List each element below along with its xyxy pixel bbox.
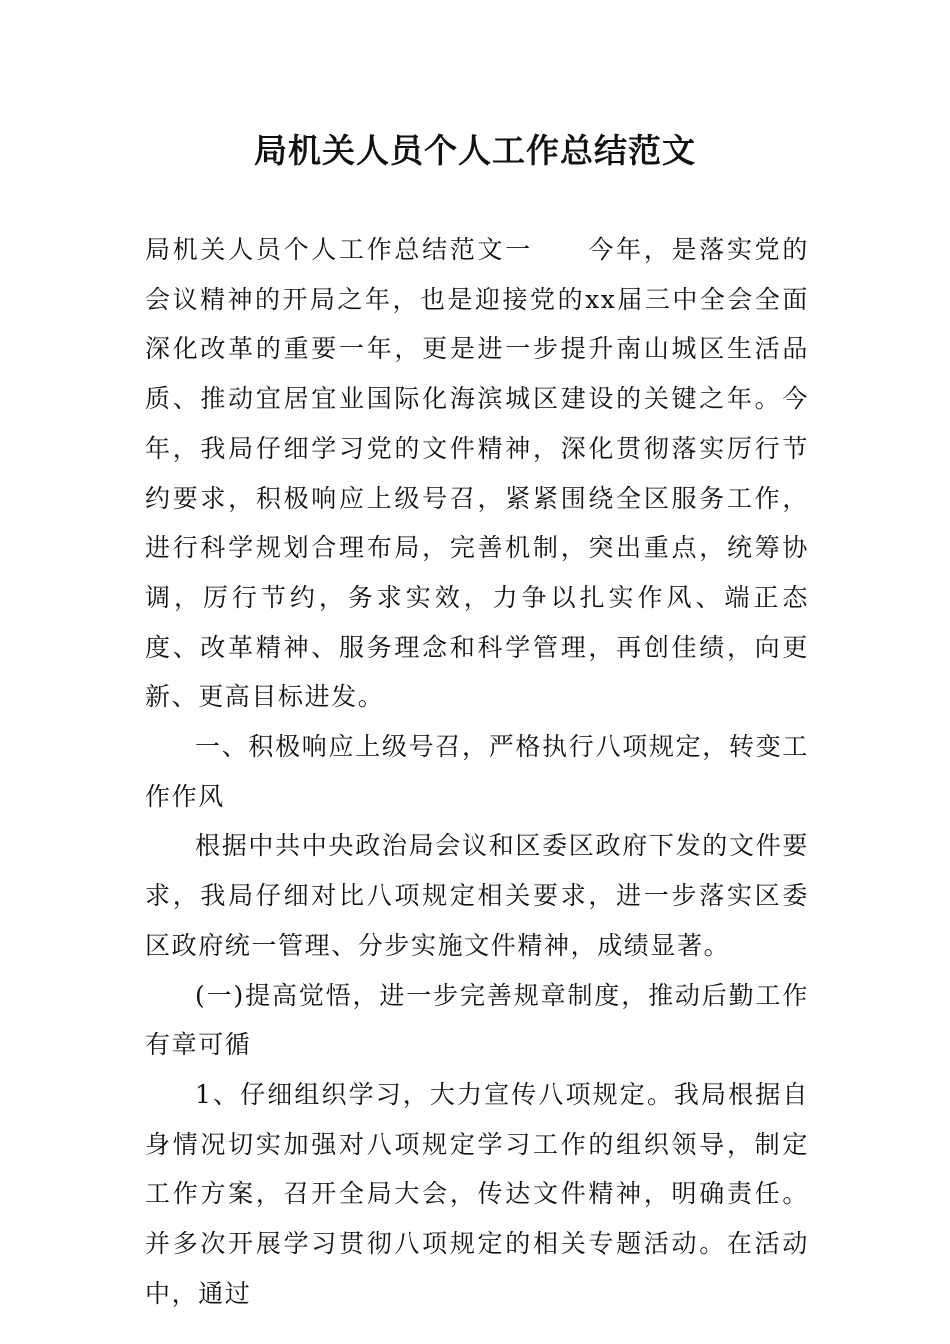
document-body bbox=[145, 225, 809, 1318]
paragraph-2: 1、仔细组织学习，大力宣传八项规定。我局根据自身情况切实加强对八项规定学习工作的组织领导，制定工作方案，召开全局大会，传达文件精神，明确责任。并多次开展学习贯彻八项规定的相关专题活动。在活动中，通过 bbox=[145, 1079, 809, 1308]
paragraph-1: 根据中共中央政治局会议和区委区政府下发的文件要求，我局仔细对比八项规定相关要求，进一步落实区委区政府统一管理、分步实施文件精神，成绩显著。 bbox=[145, 831, 809, 960]
subsection-heading-1: (一)提高觉悟，进一步完善规章制度，推动后勤工作有章可循 bbox=[145, 980, 809, 1060]
paragraph-intro: 局机关人员个人工作总结范文一 今年，是落实党的会议精神的开局之年，也是迎接党的xx届三中全会全面深化改革的重要一年，更是进一步提升南山城区生活品质、推动宜居宜业国际化海滨城区建设的关键之年。今年，我局仔细学习党的文件精神，深化贯彻落实厉行节约要求，积极响应上级号召，紧紧围绕全区服务工作，进行科学规划合理布局，完善机制，突出重点，统筹协调，厉行节约，务求实效，力争以扎实作风、端正态度、改革精神、服务理念和科学管理，再创佳绩，向更新、更高目标进发。 bbox=[145, 235, 809, 712]
section-heading-1: 一、积极响应上级号召，严格执行八项规定，转变工作作风 bbox=[145, 732, 809, 811]
document-title: 局机关人员个人工作总结范文 bbox=[254, 131, 696, 170]
